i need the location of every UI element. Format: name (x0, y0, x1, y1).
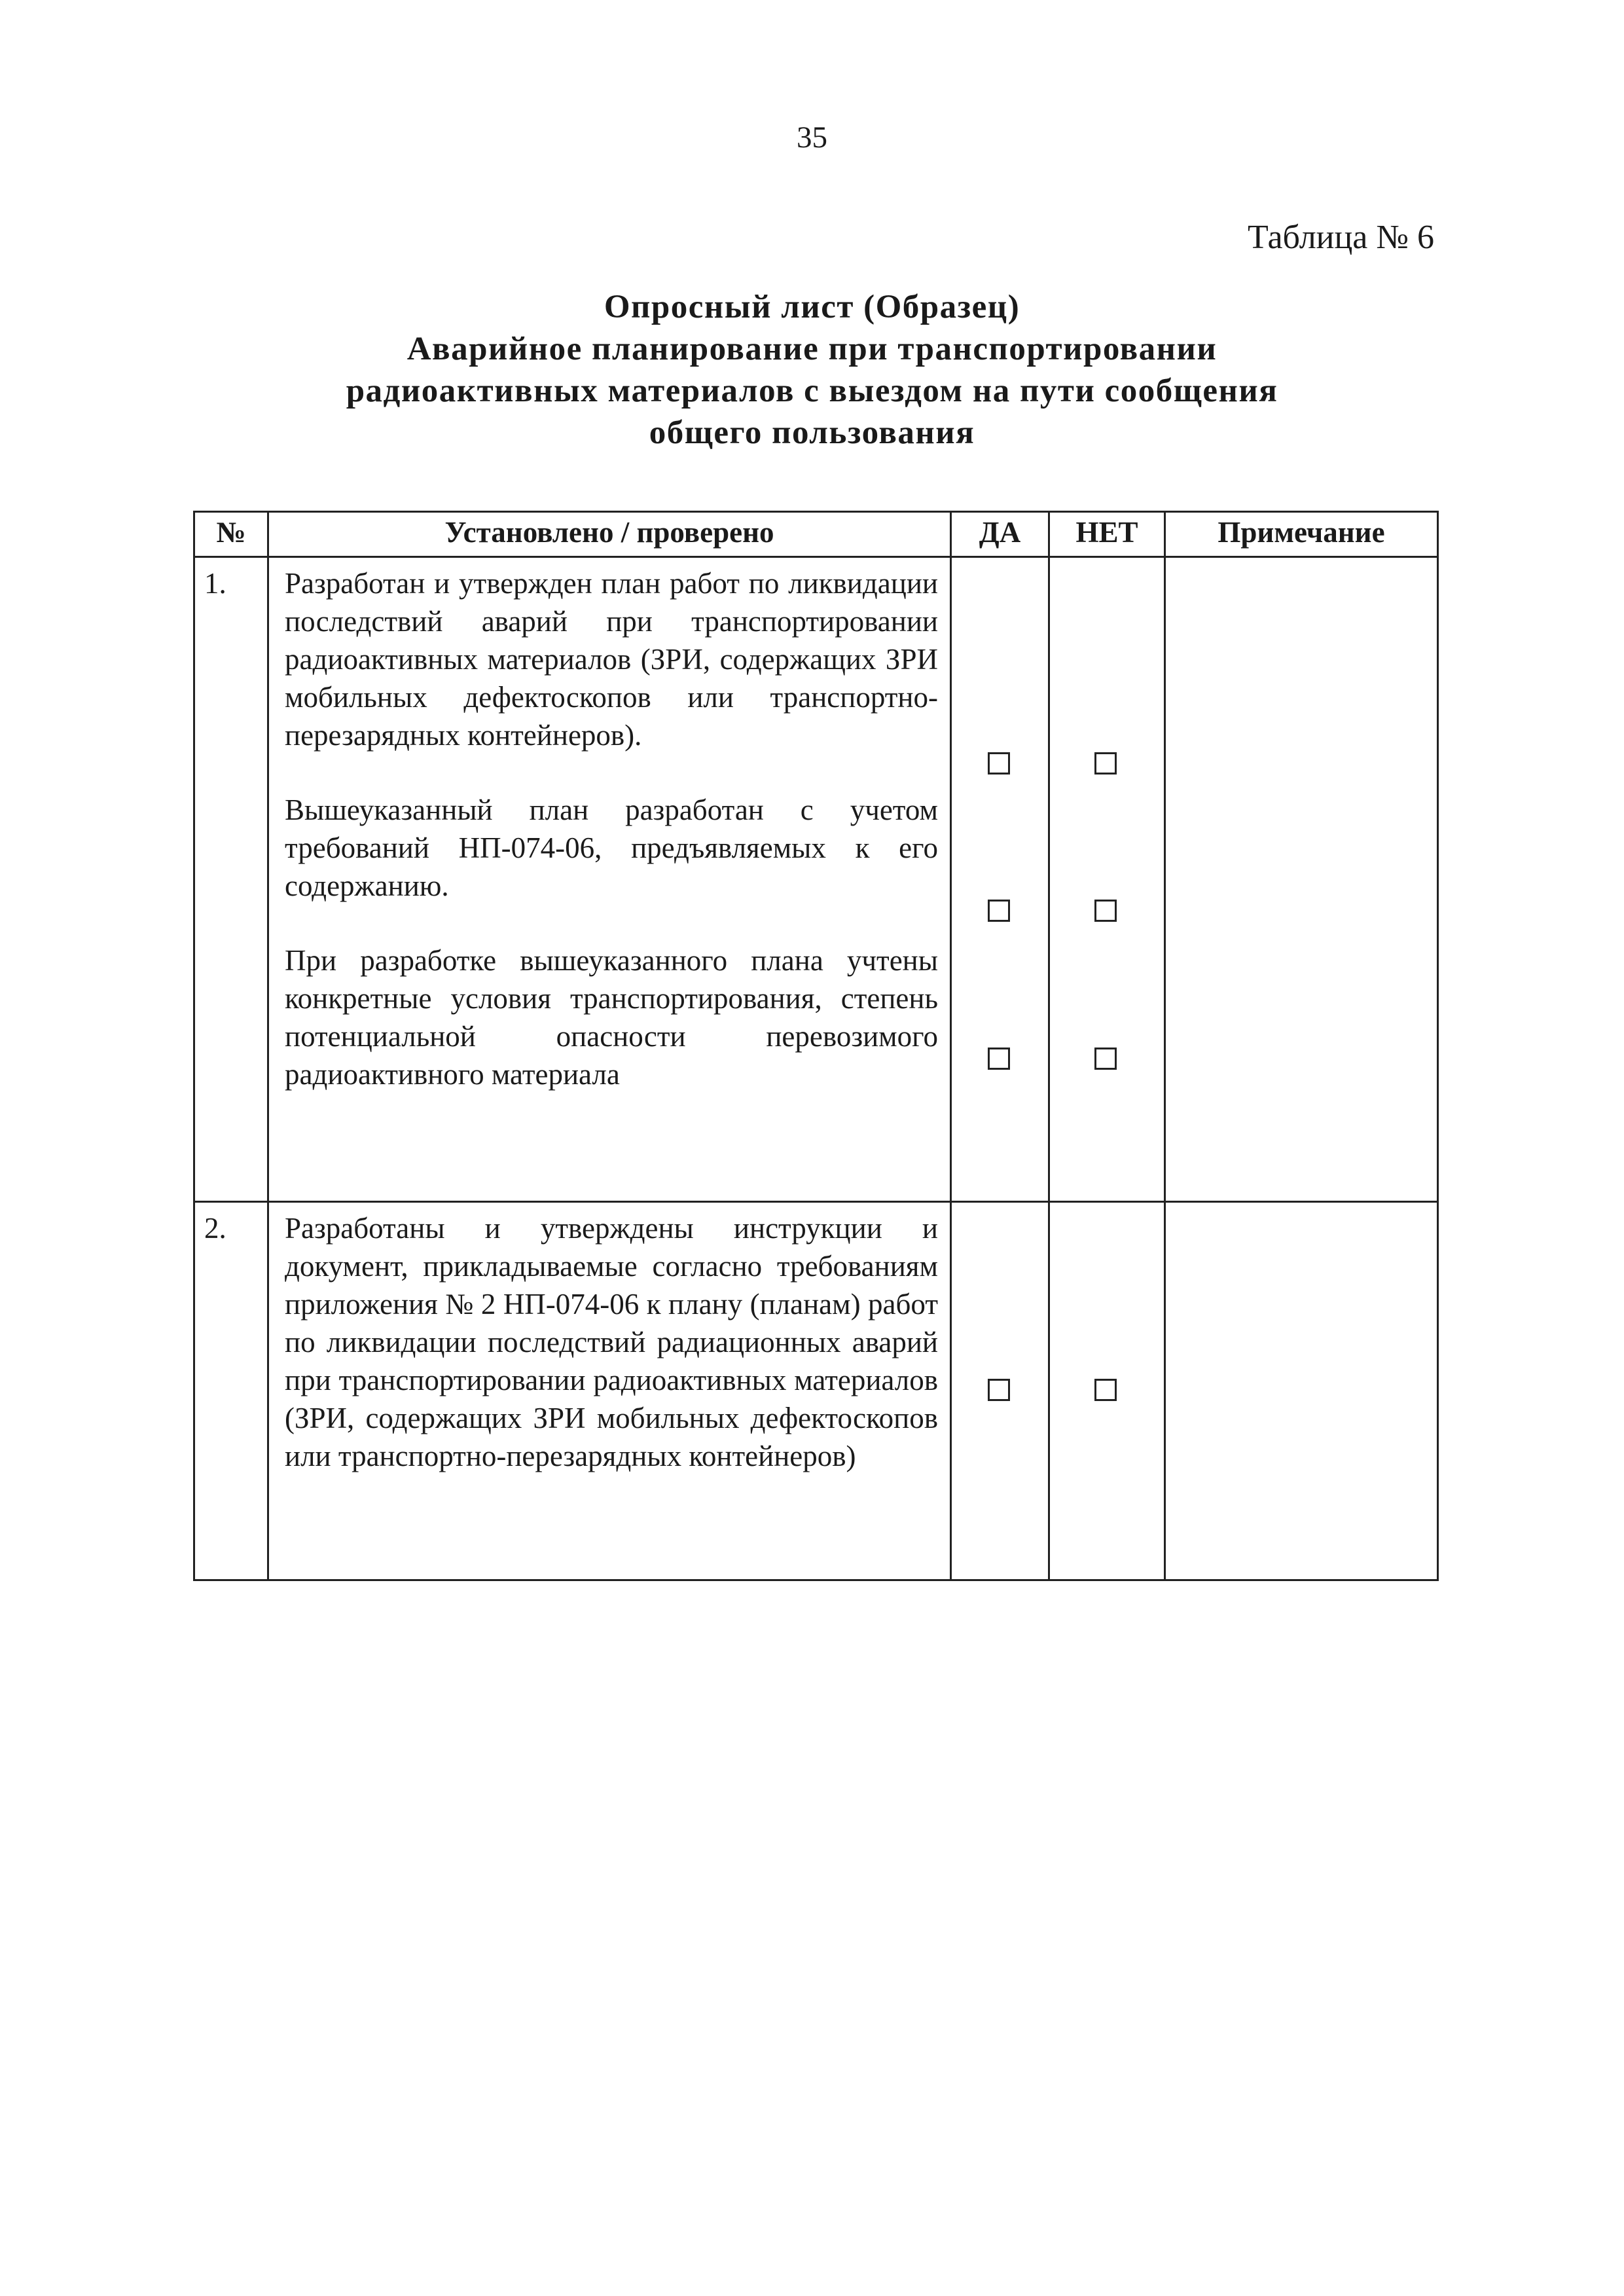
row-text-cell (268, 1202, 951, 1580)
no-cell (1049, 1202, 1165, 1580)
header-yes: ДА (951, 512, 1049, 557)
header-no: НЕТ (1049, 512, 1165, 557)
yes-checkbox[interactable] (988, 900, 1010, 922)
yes-checkbox[interactable] (988, 752, 1010, 774)
row-item-text: При разработке вышеуказанного плана учтены конкретные условия транспортирования, степень потенциальной опасности перевозимого радиоактивного материала (285, 944, 938, 1091)
survey-table (193, 511, 1439, 1581)
yes-checkbox[interactable] (988, 1048, 1010, 1070)
no-cell (1049, 557, 1165, 1202)
page-number: 35 (797, 120, 827, 155)
heading-line-2: Аварийное планирование при транспортировании (406, 331, 1218, 367)
row-item-text: Разработаны и утверждены инструкции и документ, прикладываемые согласно требованиям приложения № 2 НП-074-06 к плану (планам) работ по ликвидации последствий радиационных аварий при транспортировании радиоактивных материалов (ЗРИ, содержащих ЗРИ мобильных дефектоскопов или транспортно-перезарядных контейнеров) (285, 1212, 938, 1472)
heading-line-1: Опросный лист (Образец) (604, 289, 1020, 325)
row-item-text: Разработан и утвержден план работ по ликвидации последствий аварий при транспортировании радиоактивных материалов (ЗРИ, содержащих ЗРИ мобильных дефектоскопов или транспортно-перезарядных контейнеров). (285, 567, 938, 752)
heading-line-4: общего пользования (649, 414, 975, 451)
header-note: Примечание (1165, 512, 1438, 557)
row-item-text: Вышеуказанный план разработан с учетом требований НП-074-06, предъявляемых к его содержанию. (285, 793, 938, 902)
table-row (194, 557, 1438, 1202)
row-number: 2. (194, 1202, 268, 1580)
note-cell[interactable] (1165, 1202, 1438, 1580)
no-checkbox[interactable] (1094, 752, 1117, 774)
row-number: 1. (194, 557, 268, 1202)
document-heading (0, 286, 1624, 454)
no-checkbox[interactable] (1094, 1048, 1117, 1070)
yes-checkbox[interactable] (988, 1379, 1010, 1401)
heading-line-3: радиоактивных материалов с выездом на пути сообщения (346, 373, 1278, 409)
table-header-row (194, 512, 1438, 557)
yes-cell (951, 557, 1049, 1202)
header-number: № (194, 512, 268, 557)
header-checked: Установлено / проверено (268, 512, 951, 557)
table-label: Таблица № 6 (1247, 219, 1434, 256)
no-checkbox[interactable] (1094, 900, 1117, 922)
yes-cell (951, 1202, 1049, 1580)
no-checkbox[interactable] (1094, 1379, 1117, 1401)
row-text-cell (268, 557, 951, 1202)
table-row (194, 1202, 1438, 1580)
note-cell[interactable] (1165, 557, 1438, 1202)
